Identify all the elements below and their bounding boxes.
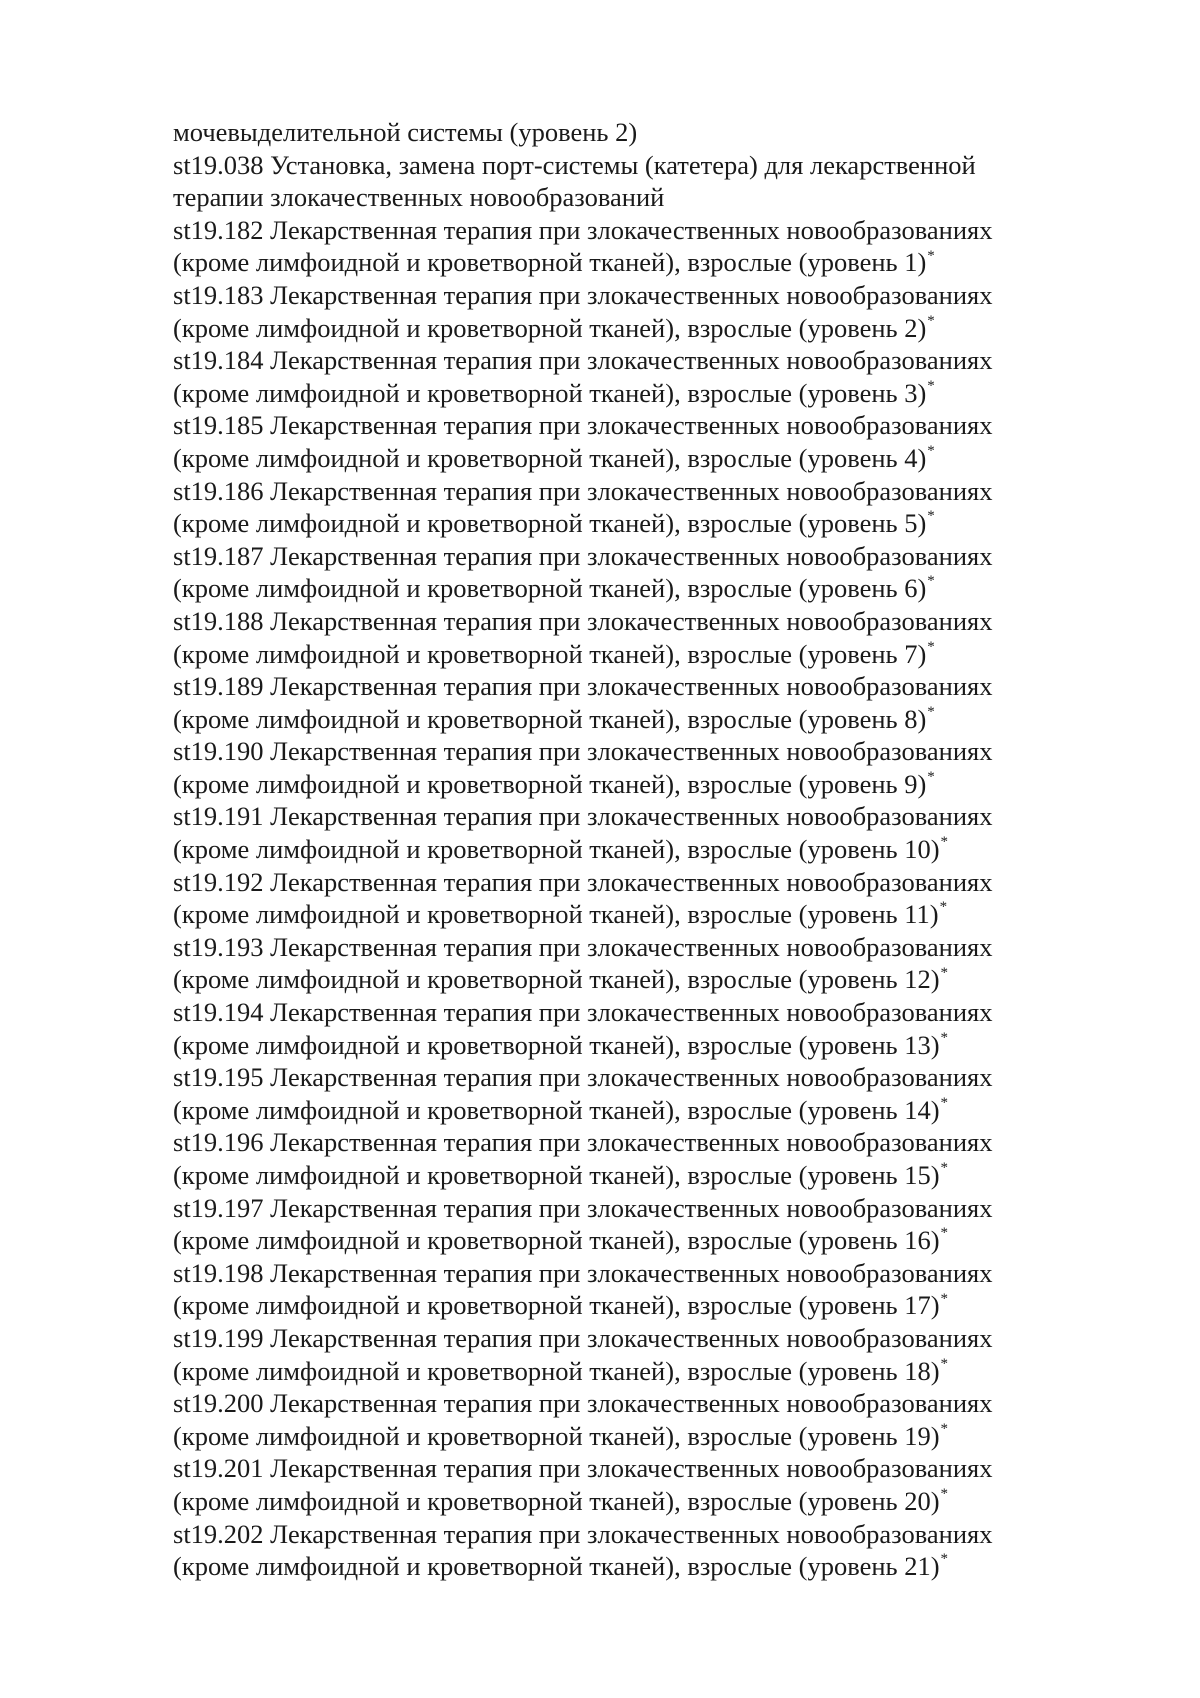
list-item	[173, 1322, 1073, 1387]
footnote-mark: *	[940, 1225, 949, 1242]
intro-block	[173, 116, 1073, 214]
list-item	[173, 279, 1073, 344]
entry-list	[173, 214, 1073, 1583]
footnote-mark: *	[927, 703, 935, 720]
entry-detail-text: (кроме лимфоидной и кроветворной тканей), взрослые (уровень 1)	[173, 247, 927, 278]
entry-detail-line	[173, 377, 1073, 410]
entry-title-line: st19.194 Лекарственная терапия при злокачественных новообразованиях	[173, 997, 993, 1028]
entry-title-line: st19.197 Лекарственная терапия при злокачественных новообразованиях	[173, 1192, 993, 1223]
entry-title-line: st19.200 Лекарственная терапия при злокачественных новообразованиях	[173, 1388, 993, 1419]
footnote-mark: *	[927, 769, 935, 786]
list-item	[173, 1452, 1073, 1517]
footnote-mark: *	[940, 964, 949, 981]
entry-detail-text: (кроме лимфоидной и кроветворной тканей), взрослые (уровень 8)	[173, 703, 927, 734]
entry-detail-text: (кроме лимфоидной и кроветворной тканей), взрослые (уровень 19)	[173, 1420, 940, 1451]
entry-detail-text: (кроме лимфоидной и кроветворной тканей), взрослые (уровень 21)	[173, 1551, 940, 1582]
footnote-mark: *	[927, 247, 935, 264]
entry-title-line: st19.183 Лекарственная терапия при злокачественных новообразованиях	[173, 279, 993, 310]
entry-title-line: st19.189 Лекарственная терапия при злокачественных новообразованиях	[173, 671, 993, 702]
entry-detail-line	[173, 572, 1073, 605]
entry-detail-line	[173, 898, 1073, 931]
list-item	[173, 1257, 1073, 1322]
entry-detail-line	[173, 963, 1073, 996]
entry-title-line: st19.186 Лекарственная терапия при злокачественных новообразованиях	[173, 475, 993, 506]
entry-detail-text: (кроме лимфоидной и кроветворной тканей), взрослые (уровень 7)	[173, 638, 927, 669]
footnote-mark: *	[927, 443, 935, 460]
list-item	[173, 214, 1073, 279]
footnote-mark: *	[940, 1094, 949, 1111]
list-item	[173, 1061, 1073, 1126]
footnote-mark: *	[940, 1486, 949, 1503]
entry-detail-line	[173, 1029, 1073, 1062]
entry-detail-text: (кроме лимфоидной и кроветворной тканей), взрослые (уровень 11)	[173, 899, 939, 930]
footnote-mark: *	[927, 377, 935, 394]
entry-title-line: st19.187 Лекарственная терапия при злокачественных новообразованиях	[173, 540, 993, 571]
list-item	[173, 996, 1073, 1061]
footnote-mark: *	[927, 638, 935, 655]
list-item	[173, 1126, 1073, 1191]
list-item	[173, 735, 1073, 800]
entry-title-line: st19.202 Лекарственная терапия при злокачественных новообразованиях	[173, 1518, 993, 1549]
list-item	[173, 1192, 1073, 1257]
entry-detail-text: (кроме лимфоидной и кроветворной тканей), взрослые (уровень 16)	[173, 1225, 940, 1256]
entry-title-line: st19.199 Лекарственная терапия при злокачественных новообразованиях	[173, 1322, 993, 1353]
entry-detail-text: (кроме лимфоидной и кроветворной тканей), взрослые (уровень 17)	[173, 1290, 940, 1321]
entry-detail-line	[173, 833, 1073, 866]
entry-detail-text: (кроме лимфоидной и кроветворной тканей), взрослые (уровень 3)	[173, 377, 927, 408]
entry-detail-line	[173, 638, 1073, 671]
footnote-mark: *	[927, 508, 935, 525]
entry-detail-text: (кроме лимфоидной и кроветворной тканей), взрослые (уровень 6)	[173, 573, 927, 604]
entry-detail-text: (кроме лимфоидной и кроветворной тканей), взрослые (уровень 4)	[173, 442, 927, 473]
text-line: терапии злокачественных новообразований	[173, 182, 665, 213]
footnote-mark: *	[939, 899, 948, 916]
list-item	[173, 605, 1073, 670]
text-line: st19.038 Установка, замена порт-системы (катетера) для лекарственной	[173, 149, 976, 180]
entry-detail-text: (кроме лимфоидной и кроветворной тканей), взрослые (уровень 2)	[173, 312, 927, 343]
entry-detail-line	[173, 1289, 1073, 1322]
entry-detail-text: (кроме лимфоидной и кроветворной тканей), взрослые (уровень 15)	[173, 1160, 940, 1190]
footnote-mark: *	[940, 834, 949, 851]
footnote-mark: *	[940, 1290, 949, 1307]
entry-title-line: st19.196 Лекарственная терапия при злокачественных новообразованиях	[173, 1127, 993, 1158]
entry-detail-line	[173, 312, 1073, 345]
entry-detail-text: (кроме лимфоидной и кроветворной тканей), взрослые (уровень 10)	[173, 834, 940, 865]
footnote-mark: *	[940, 1355, 949, 1372]
list-item	[173, 931, 1073, 996]
entry-title-line: st19.193 Лекарственная терапия при злокачественных новообразованиях	[173, 931, 993, 962]
footnote-mark: *	[927, 312, 935, 329]
entry-title-line: st19.201 Лекарственная терапия при злокачественных новообразованиях	[173, 1453, 993, 1484]
entry-detail-line	[173, 703, 1073, 736]
entry-detail-line	[173, 1420, 1073, 1453]
entry-detail-line	[173, 768, 1073, 801]
footnote-mark: *	[940, 1420, 949, 1437]
entry-detail-text: (кроме лимфоидной и кроветворной тканей), взрослые (уровень 9)	[173, 768, 927, 799]
text-line: мочевыделительной системы (уровень 2)	[173, 117, 638, 147]
list-item	[173, 409, 1073, 474]
list-item	[173, 540, 1073, 605]
list-item	[173, 344, 1073, 409]
entry-title-line: st19.184 Лекарственная терапия при злокачественных новообразованиях	[173, 345, 993, 376]
footnote-mark: *	[940, 1160, 949, 1177]
entry-detail-text: (кроме лимфоидной и кроветворной тканей), взрослые (уровень 18)	[173, 1355, 940, 1386]
entry-detail-line	[173, 1485, 1073, 1518]
entry-detail-line	[173, 1159, 1073, 1192]
entry-detail-text: (кроме лимфоидной и кроветворной тканей), взрослые (уровень 14)	[173, 1094, 940, 1125]
entry-title-line: st19.190 Лекарственная терапия при злокачественных новообразованиях	[173, 736, 993, 767]
entry-title-line: st19.192 Лекарственная терапия при злокачественных новообразованиях	[173, 866, 993, 897]
entry-detail-line	[173, 1094, 1073, 1127]
entry-title-line: st19.195 Лекарственная терапия при злокачественных новообразованиях	[173, 1062, 993, 1093]
footnote-mark: *	[940, 1029, 949, 1046]
entry-detail-line	[173, 442, 1073, 475]
entry-detail-text: (кроме лимфоидной и кроветворной тканей), взрослые (уровень 12)	[173, 964, 940, 995]
entry-detail-line	[173, 246, 1073, 279]
list-item	[173, 475, 1073, 540]
entry-detail-text: (кроме лимфоидной и кроветворной тканей), взрослые (уровень 5)	[173, 508, 927, 539]
entry-detail-line	[173, 1355, 1073, 1388]
document-text	[173, 116, 1073, 1583]
list-item	[173, 800, 1073, 865]
footnote-mark: *	[927, 573, 935, 590]
entry-title-line: st19.185 Лекарственная терапия при злокачественных новообразованиях	[173, 410, 993, 441]
footnote-mark: *	[940, 1551, 949, 1568]
entry-detail-text: (кроме лимфоидной и кроветворной тканей), взрослые (уровень 13)	[173, 1029, 940, 1060]
list-item	[173, 1518, 1073, 1583]
list-item	[173, 866, 1073, 931]
entry-detail-line	[173, 1224, 1073, 1257]
list-item	[173, 670, 1073, 735]
entry-title-line: st19.191 Лекарственная терапия при злокачественных новообразованиях	[173, 801, 993, 832]
list-item	[173, 1387, 1073, 1452]
entry-detail-text: (кроме лимфоидной и кроветворной тканей), взрослые (уровень 20)	[173, 1485, 940, 1516]
entry-title-line: st19.188 Лекарственная терапия при злокачественных новообразованиях	[173, 605, 993, 636]
entry-detail-line	[173, 1550, 1073, 1583]
entry-title-line: st19.182 Лекарственная терапия при злокачественных новообразованиях	[173, 214, 993, 245]
entry-title-line: st19.198 Лекарственная терапия при злокачественных новообразованиях	[173, 1257, 993, 1288]
entry-detail-line	[173, 507, 1073, 540]
